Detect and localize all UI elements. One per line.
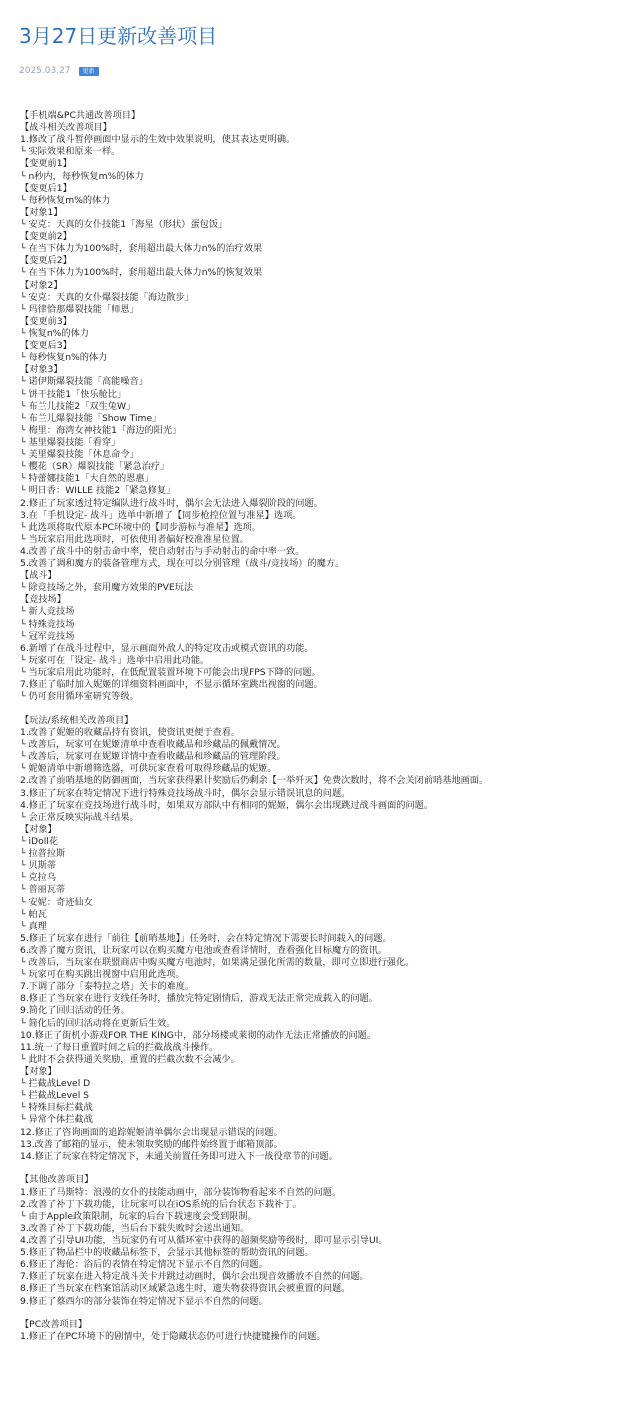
text-line: 1.修正了马斯特：浪漫的女仆的技能动画中，部分装饰物看起来不自然的问题。	[20, 1186, 342, 1198]
text-line: 9.修正了蔡西尔的部分装饰在特定情况下显示不自然的问题。	[20, 1295, 268, 1307]
text-line: 13.改善了邮箱的显示，使未领取奖励的邮件始终置于邮箱顶部。	[20, 1138, 283, 1150]
text-line: └ 贝斯蒂	[20, 860, 57, 872]
text-line: └ 会正常反映实际战斗结果。	[20, 811, 139, 823]
text-line: └ 特殊竞技场	[20, 618, 75, 630]
text-line: 9.简化了回归活动的任务。	[20, 1005, 130, 1017]
text-line: └ 帕瓦	[20, 908, 47, 920]
text-line: └ 克拉乌	[20, 872, 57, 884]
text-line: 【变更前1】	[20, 158, 72, 170]
text-line: └ 真理	[20, 920, 47, 932]
text-line: └ 玩家可在「设定- 战斗」选单中启用此功能。	[20, 654, 210, 666]
text-line: 7.修正了玩家在进入特定战斗关卡并跳过动画时，偶尔会出现音效播放不自然的问题。	[20, 1271, 369, 1283]
text-line: 1.修改了战斗暂停画面中显示的生效中效果说明，使其表达更明确。	[20, 134, 296, 146]
text-line: └ 拉普拉斯	[20, 848, 66, 860]
page-title: 3月27日更新改善项目	[19, 24, 218, 48]
text-line: └ 安妮：奇迹仙女	[20, 896, 93, 908]
text-line: 5.修正了物品栏中的收藏品标签下，会显示其他标签的帮助资讯的问题。	[20, 1247, 314, 1259]
text-line: 【对象3】	[20, 364, 63, 376]
text-line: 8.修正了当玩家在档案馆活动区域紧急逃生时，遗失物获得资讯会被重置的问题。	[20, 1283, 351, 1295]
text-line: └ 玛律恰那爆裂技能「师恩」	[20, 303, 139, 315]
text-line: 【对象2】	[20, 279, 63, 291]
article-meta	[19, 66, 99, 76]
text-line: 3.修正了玩家在特定情况下进行特殊竞技场战斗时，偶尔会显示错误讯息的问题。	[20, 787, 351, 799]
text-line: └ 仍可套用循环室研究等级。	[20, 691, 139, 703]
text-line: 【竞技场】	[20, 594, 66, 606]
text-line: 【变更后2】	[20, 255, 72, 267]
text-line: └ iDoll花	[20, 835, 58, 847]
section-gap	[20, 1163, 630, 1175]
text-line: └ 安克：天真的女仆爆裂技能「海边散步」	[20, 291, 194, 303]
text-line: 【对象1】	[20, 206, 63, 218]
text-line: 4.改善了引导UI功能，当玩家仍有可从循环室中获得的超频奖励等级时，即可显示引导UI。	[20, 1234, 388, 1246]
text-line: └ 此时不会获得通关奖励，重置的拦截次数不会减少。	[20, 1053, 240, 1065]
text-line: 【玩法/系统相关改善项目】	[20, 714, 134, 726]
text-line: └ 拦截战Level D	[20, 1078, 91, 1090]
text-line: 12.修正了咨询画面的追踪妮姬清单偶尔会出现显示错误的问题。	[20, 1126, 283, 1138]
text-line: └ 布兰儿技能2「双生兔W」	[20, 400, 136, 412]
text-line: └ 梅里：海湾女神技能1「海边的阳光」	[20, 424, 182, 436]
text-line: └ 由于Apple政策限制，玩家的后台下载速度会受到限制。	[20, 1210, 257, 1222]
text-line: 【战斗相关改善项目】	[20, 122, 112, 134]
text-line: 5.修正了玩家在进行「前往【前哨基地】」任务时，会在特定情况下需要长时间载入的问题。	[20, 932, 392, 944]
text-line: 【PC改善项目】	[20, 1319, 88, 1331]
text-line: └ 恢复n%的体力	[20, 327, 89, 339]
text-line: 2.改善了前哨基地的防御画面，当玩家获得累计奖励后仍剩余【一举歼灭】免费次数时，将不会关闭前哨基地画面。	[20, 775, 489, 787]
text-line: └ 明日香：WILLE 技能2「紧急修复」	[20, 485, 176, 497]
text-line: └ 特殊目标拦截战	[20, 1102, 93, 1114]
text-line: 11.统一了每日重置时间之后的拦截战战斗操作。	[20, 1041, 219, 1053]
text-line: 5.改善了调和魔方的装备管理方式，现在可以分别管理（战斗/竞技场）的魔方。	[20, 558, 345, 570]
text-line: 【变更后1】	[20, 182, 72, 194]
text-line: └ 当玩家启用此功能时，在低配置装置环境下可能会出现FPS下降的问题。	[20, 667, 321, 679]
text-line: 【对象】	[20, 823, 57, 835]
text-line: 【手机端&PC共通改善项目】	[20, 110, 141, 121]
text-line: └ 拦截战Level S	[20, 1090, 90, 1102]
text-line: └ 玩家可在购买跳出视窗中启用此选项。	[20, 969, 185, 981]
text-line: 【变更前3】	[20, 315, 72, 327]
text-line: 7.修正了临时加入妮姬的详细资料画面中，不显示循环室跳出视窗的问题。	[20, 679, 323, 691]
text-line: └ 特蕾娜技能1「大自然的恩惠」	[20, 473, 154, 485]
text-line: └ 基里爆裂技能「看穿」	[20, 436, 121, 448]
text-line: 【变更后3】	[20, 340, 72, 352]
text-line: └ 饼干技能1「快乐舱比」	[20, 388, 127, 400]
text-line: 8.修正了当玩家在进行支线任务时，播放完特定剧情后，游戏无法正常完成载入的问题。	[20, 993, 378, 1005]
text-line: └ 新人竞技场	[20, 606, 75, 618]
category-tag[interactable]: 更新	[79, 67, 99, 76]
text-line: 3.在「手机设定- 战斗」选单中新增了【同步枪控位置与准星】选项。	[20, 509, 302, 521]
text-line: 【变更前2】	[20, 231, 72, 243]
text-line: └ 异常个体拦截战	[20, 1114, 93, 1126]
text-line: └ 普丽瓦蒂	[20, 884, 66, 896]
text-line: 【战斗】	[20, 570, 57, 582]
text-line: └ 实际效果和原来一样。	[20, 146, 121, 158]
text-line: 4.改善了战斗中的射击命中率，使自动射击与手动射击的命中率一致。	[20, 545, 305, 557]
text-line: 【其他改善项目】	[20, 1174, 94, 1186]
text-line: └ 改善后，玩家可在妮姬清单中查看收藏品和珍藏品的佩戴情况。	[20, 739, 286, 751]
text-line: 【对象】	[20, 1066, 57, 1078]
text-line: 6.修正了海伦：浴后的表情在特定情况下显示不自然的问题。	[20, 1259, 268, 1271]
text-line: 6.改善了魔方资讯，让玩家可以在购买魔方电池或查看详情时，查看强化目标魔方的资讯。	[20, 944, 388, 956]
text-line: 2.修正了玩家透过特定编队进行战斗时，偶尔会无法进入爆裂阶段的问题。	[20, 497, 323, 509]
section-gap	[20, 1308, 630, 1320]
text-line: └ 简化后的回归活动将在更新后生效。	[20, 1017, 176, 1029]
text-line: └ 冠军竞技场	[20, 630, 75, 642]
text-line: └ n秒内，每秒恢复m%的体力	[20, 170, 144, 182]
text-line: 6.新增了在战斗过程中，显示画面外敌人的特定攻击或模式资讯的功能。	[20, 642, 314, 654]
text-line: └ 妮姬清单中新增筛选器，可供玩家查看可取得珍藏品的妮姬。	[20, 763, 277, 775]
text-line: └ 在当下体力为100%时，套用超出最大体力n%的恢复效果	[20, 267, 263, 279]
text-line: 10.修正了街机小游戏FOR THE KING中，部分场楼或莱彻的动作无法正常播放的问题。	[20, 1029, 377, 1041]
text-line: └ 此选项将取代原本PC环境中的【同步游标与准星】选项。	[20, 521, 261, 533]
text-line: └ 改善后，当玩家在联盟商店中购买魔方电池时，如果满足强化所需的数量，即可立即进行强化。	[20, 957, 415, 969]
text-line: └ 除竞技场之外，套用魔方效果的PVE玩法	[20, 582, 194, 594]
text-line: └ 改善后，玩家可在妮姬详情中查看收藏品和珍藏品的管理阶段。	[20, 751, 286, 763]
text-line: 3.改善了补丁下载功能，当后台下载失败时会送出通知。	[20, 1222, 250, 1234]
text-line: └ 樱花（SR）爆裂技能「紧急治疗」	[20, 461, 170, 473]
text-line: └ 诺伊斯爆裂技能「高能噪音」	[20, 376, 148, 388]
publish-date: 2025.03.27	[19, 66, 71, 76]
article-body	[20, 110, 630, 1343]
text-line: 2.改善了补丁下载功能，让玩家可以在iOS系统的后台状态下载补丁。	[20, 1198, 302, 1210]
text-line: └ 安克：天真的女仆技能1「海星（形状）蛋包饭」	[20, 218, 228, 230]
text-line: 7.下调了部分「泰特拉之塔」关卡的难度。	[20, 981, 195, 993]
section-gap	[20, 703, 630, 715]
text-line: 14.修正了玩家在特定情况下，未通关前置任务即可进入下一战役章节的问题。	[20, 1150, 338, 1162]
text-line: 4.修正了玩家在竞技场进行战斗时，如果双方部队中有相同的妮姬，偶尔会出现跳过战斗画面的问题。	[20, 799, 434, 811]
text-line: └ 每秒恢复m%的体力	[20, 194, 111, 206]
text-line: 1.修正了在PC环境下的剧情中，处于隐藏状态仍可进行快捷键操作的问题。	[20, 1331, 326, 1343]
text-line: └ 每秒恢复n%的体力	[20, 352, 108, 364]
text-line: └ 布兰儿爆裂技能「Show Time」	[20, 412, 162, 424]
text-line: └ 当玩家启用此选项时，可依使用者偏好校准准星位置。	[20, 533, 249, 545]
text-line: 1.改善了妮姬的收藏品持有资讯，使资讯更便于查看。	[20, 726, 241, 738]
text-line: └ 在当下体力为100%时，套用超出最大体力n%的治疗效果	[20, 243, 263, 255]
text-line: └ 美里爆裂技能「休息命令」	[20, 449, 139, 461]
